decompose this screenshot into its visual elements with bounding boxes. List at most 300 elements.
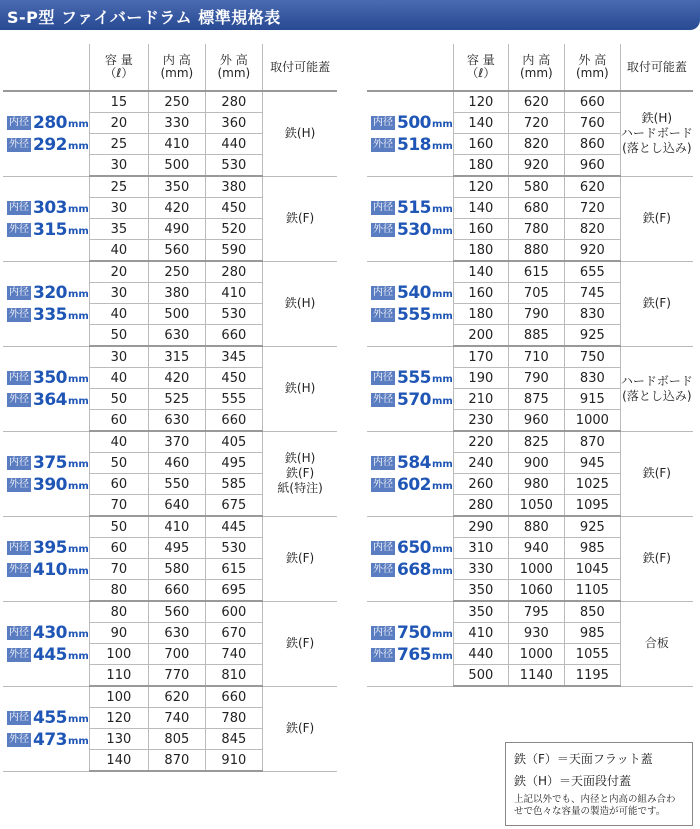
outer-diameter [371,560,453,580]
outer-diameter-value: 668 [397,559,431,580]
capacity-cell: 170 [453,346,508,368]
unit-label: mm [432,651,453,662]
outer-height-cell: 450 [205,368,262,389]
diameter-cell [3,261,89,346]
capacity-cell: 180 [453,304,508,325]
unit-label: mm [432,629,453,640]
outer-diameter [7,730,89,750]
inner-height-cell: 490 [148,219,205,240]
mount-line: (落とし込み) [622,388,692,403]
outer-height-cell: 280 [205,91,262,113]
outer-diameter-badge: 外径 [373,393,393,405]
outer-diameter [371,475,453,495]
capacity-cell: 240 [453,453,508,474]
inner-diameter-badge: 内径 [9,116,29,128]
inner-diameter-value: 584 [397,452,431,473]
unit-label: mm [432,396,453,407]
outer-diameter [371,645,453,665]
capacity-cell: 180 [453,155,508,177]
capacity-cell: 200 [453,325,508,347]
table-row [367,431,693,453]
inner-height-cell: 1000 [508,559,564,580]
outer-diameter-value: 473 [33,729,67,750]
legend-line-f: 鉄（F）＝天面フラット蓋 [514,752,653,766]
diameter-cell [367,176,453,261]
inner-diameter-badge: 内径 [373,541,393,553]
inner-height-cell: 770 [148,665,205,687]
capacity-cell: 25 [89,176,148,198]
unit-label: mm [432,481,453,492]
diameter-cell [3,516,89,601]
table-row [367,346,693,368]
inner-diameter [7,283,89,303]
mount-cell [262,686,337,771]
inner-diameter-badge: 内径 [373,286,393,298]
mount-line: 鉄(F) [642,551,671,565]
capacity-cell: 35 [89,219,148,240]
outer-height-cell: 585 [205,474,262,495]
diameter-cell [367,516,453,601]
inner-height-cell: 700 [148,644,205,665]
inner-diameter [7,453,89,473]
table-row [367,601,693,623]
capacity-cell: 160 [453,219,508,240]
diameter-cell [367,346,453,431]
unit-label: mm [68,374,89,385]
inner-height-cell: 780 [508,219,564,240]
inner-height-header: 内 高 (mm) [148,44,205,91]
mount-line: 鉄(F) [642,211,671,225]
outer-height-cell: 380 [205,176,262,198]
capacity-cell: 440 [453,644,508,665]
unit-label: mm [68,396,89,407]
mount-line: 鉄(F) [285,466,315,480]
mount-cell [620,431,693,516]
capacity-cell: 350 [453,601,508,623]
capacity-cell: 280 [453,495,508,517]
inner-height-cell: 550 [148,474,205,495]
outer-height-header: 外 高 (mm) [564,44,620,91]
outer-height-cell: 1105 [564,580,620,602]
capacity-cell: 140 [89,750,148,772]
inner-height-cell: 930 [508,623,564,644]
inner-diameter-badge: 内径 [373,626,393,638]
inner-height-cell: 740 [148,708,205,729]
inner-height-cell: 380 [148,283,205,304]
outer-height-cell: 410 [205,283,262,304]
outer-diameter [7,560,89,580]
unit-label: mm [432,226,453,237]
outer-diameter [7,135,89,155]
capacity-cell: 60 [89,474,148,495]
inner-height-cell: 1140 [508,665,564,687]
capacity-cell: 100 [89,686,148,708]
inner-height-cell: 620 [508,91,564,113]
capacity-cell: 90 [89,623,148,644]
outer-diameter [7,390,89,410]
diameter-cell [3,431,89,516]
table-row [3,601,337,623]
outer-height-cell: 530 [205,304,262,325]
table-row [3,261,337,283]
mount-cell [262,431,337,516]
capacity-cell: 410 [453,623,508,644]
outer-height-cell: 495 [205,453,262,474]
inner-diameter-value: 540 [397,282,431,303]
outer-height-cell: 960 [564,155,620,177]
outer-diameter-value: 518 [397,134,431,155]
outer-diameter-value: 555 [397,304,431,325]
outer-height-cell: 660 [205,686,262,708]
outer-diameter-badge: 外径 [373,478,393,490]
mount-line: 鉄(F) [642,466,671,480]
inner-diameter-value: 750 [397,622,431,643]
inner-height-cell: 580 [508,176,564,198]
inner-diameter-badge: 内径 [373,456,393,468]
capacity-cell: 30 [89,155,148,177]
unit-label: mm [68,481,89,492]
capacity-cell: 50 [89,453,148,474]
table-row [3,431,337,453]
outer-height-cell: 345 [205,346,262,368]
outer-height-cell: 615 [205,559,262,580]
capacity-cell: 180 [453,240,508,262]
diameter-cell [367,261,453,346]
capacity-header: 容 量 （ℓ） [89,44,148,91]
inner-height-cell: 330 [148,113,205,134]
diameter-cell [3,601,89,686]
unit-label: mm [68,119,89,131]
outer-height-cell: 675 [205,495,262,517]
outer-height-cell: 280 [205,261,262,283]
table-row [3,91,337,113]
inner-height-cell: 710 [508,346,564,368]
outer-height-cell: 1055 [564,644,620,665]
mount-header: 取付可能蓋 [262,44,337,91]
inner-diameter-value: 350 [33,367,67,388]
inner-height-cell: 820 [508,134,564,155]
inner-height-cell: 880 [508,516,564,538]
inner-height-cell: 420 [148,368,205,389]
table-row [3,346,337,368]
capacity-cell: 310 [453,538,508,559]
capacity-cell: 160 [453,283,508,304]
capacity-cell: 40 [89,240,148,262]
capacity-cell: 60 [89,410,148,432]
mount-line: 鉄(F) [642,296,671,310]
outer-height-cell: 845 [205,729,262,750]
outer-diameter-badge: 外径 [9,563,29,575]
outer-diameter-badge: 外径 [373,563,393,575]
inner-diameter [371,368,453,388]
capacity-cell: 100 [89,644,148,665]
outer-height-cell: 1000 [564,410,620,432]
outer-height-cell: 745 [564,283,620,304]
outer-height-cell: 670 [205,623,262,644]
outer-height-cell: 925 [564,325,620,347]
diameter-cell [367,431,453,516]
inner-height-cell: 460 [148,453,205,474]
outer-diameter-value: 530 [397,219,431,240]
capacity-cell: 290 [453,516,508,538]
inner-diameter [7,538,89,558]
outer-height-cell: 850 [564,601,620,623]
mount-line: 鉄(H) [284,381,316,395]
mount-line: 合板 [644,636,669,650]
page-title: S-P型 ファイバードラム 標準規格表 [7,8,281,27]
outer-height-cell: 450 [205,198,262,219]
outer-height-cell: 660 [205,325,262,347]
inner-height-cell: 790 [508,368,564,389]
diameter-cell [3,686,89,771]
inner-height-header: 内 高 (mm) [508,44,564,91]
outer-diameter-badge: 外径 [373,308,393,320]
inner-height-cell: 350 [148,176,205,198]
inner-height-cell: 560 [148,601,205,623]
outer-height-cell: 590 [205,240,262,262]
outer-height-cell: 555 [205,389,262,410]
diameter-cell [367,91,453,176]
capacity-cell: 500 [453,665,508,687]
capacity-cell: 20 [89,261,148,283]
inner-height-cell: 1060 [508,580,564,602]
outer-height-header: 外 高 (mm) [205,44,262,91]
mount-line: 鉄(H) [284,451,316,465]
diameter-cell [3,91,89,176]
outer-height-cell: 1025 [564,474,620,495]
outer-height-cell: 1045 [564,559,620,580]
capacity-cell: 20 [89,113,148,134]
outer-diameter-badge: 外径 [9,223,29,235]
title-bar [0,0,700,30]
capacity-cell: 210 [453,389,508,410]
inner-diameter [371,623,453,643]
outer-diameter-badge: 外径 [373,223,393,235]
unit-label: mm [432,374,453,385]
outer-height-cell: 620 [564,176,620,198]
mount-cell [262,91,337,176]
outer-height-cell: 360 [205,113,262,134]
mount-line: 鉄(F) [285,636,315,650]
inner-height-cell: 880 [508,240,564,262]
mount-line: 鉄(F) [285,721,315,735]
outer-diameter [7,305,89,325]
inner-diameter-badge: 内径 [373,371,393,383]
unit-label: mm [432,566,453,577]
capacity-cell: 260 [453,474,508,495]
outer-height-cell: 910 [205,750,262,772]
inner-height-cell: 1000 [508,644,564,665]
capacity-cell: 30 [89,198,148,219]
inner-diameter-badge: 内径 [9,286,29,298]
table-row [367,516,693,538]
inner-height-cell: 940 [508,538,564,559]
outer-diameter-value: 602 [397,474,431,495]
outer-height-cell: 860 [564,134,620,155]
capacity-cell: 160 [453,134,508,155]
outer-diameter [7,220,89,240]
capacity-cell: 140 [453,198,508,219]
outer-diameter-value: 315 [33,219,67,240]
outer-diameter-badge: 外径 [9,393,29,405]
mount-cell [262,516,337,601]
inner-height-cell: 615 [508,261,564,283]
inner-height-cell: 705 [508,283,564,304]
inner-height-cell: 680 [508,198,564,219]
outer-height-cell: 720 [564,198,620,219]
inner-height-cell: 495 [148,538,205,559]
inner-diameter-value: 500 [397,112,431,133]
inner-height-cell: 410 [148,134,205,155]
unit-label: mm [68,141,89,153]
mount-line: 鉄(H) [641,111,673,126]
outer-diameter-value: 335 [33,304,67,325]
outer-height-cell: 810 [205,665,262,687]
outer-height-cell: 985 [564,623,620,644]
outer-height-cell: 915 [564,389,620,410]
unit-label: mm [68,736,89,747]
inner-diameter-value: 303 [33,197,67,218]
capacity-cell: 120 [89,708,148,729]
mount-line: 鉄(F) [285,211,315,225]
unit-label: mm [68,566,89,577]
table-row [367,261,693,283]
mount-line: 鉄(F) [285,551,315,565]
outer-height-cell: 530 [205,538,262,559]
inner-diameter [7,113,89,133]
inner-height-cell: 1050 [508,495,564,517]
spec-table-right-body [367,91,693,686]
capacity-cell: 40 [89,431,148,453]
outer-diameter-value: 390 [33,474,67,495]
outer-height-cell: 945 [564,453,620,474]
capacity-cell: 70 [89,495,148,517]
mount-cell [620,346,693,431]
outer-diameter-value: 445 [33,644,67,665]
inner-diameter [371,453,453,473]
outer-diameter-value: 364 [33,389,67,410]
unit-label: mm [68,629,89,640]
unit-label: mm [68,714,89,725]
capacity-cell: 50 [89,516,148,538]
capacity-cell: 330 [453,559,508,580]
outer-height-cell: 920 [564,240,620,262]
inner-height-cell: 980 [508,474,564,495]
capacity-cell: 15 [89,91,148,113]
outer-height-cell: 600 [205,601,262,623]
diameter-cell [3,346,89,431]
capacity-cell: 25 [89,134,148,155]
outer-height-cell: 760 [564,113,620,134]
inner-diameter-badge: 内径 [9,541,29,553]
capacity-cell: 220 [453,431,508,453]
outer-height-cell: 925 [564,516,620,538]
inner-height-cell: 315 [148,346,205,368]
outer-height-cell: 740 [205,644,262,665]
inner-height-cell: 420 [148,198,205,219]
outer-height-cell: 520 [205,219,262,240]
inner-height-cell: 560 [148,240,205,262]
inner-diameter-badge: 内径 [9,456,29,468]
diameter-header [367,44,453,91]
inner-diameter [7,368,89,388]
inner-diameter-badge: 内径 [9,626,29,638]
unit-label: mm [432,544,453,555]
inner-diameter-badge: 内径 [9,201,29,213]
inner-height-cell: 370 [148,431,205,453]
outer-diameter-badge: 外径 [9,478,29,490]
unit-label: mm [68,311,89,322]
mount-line: 紙(特注) [277,481,323,495]
outer-height-cell: 780 [205,708,262,729]
outer-diameter [371,135,453,155]
spec-table-right [367,44,693,687]
outer-height-cell: 870 [564,431,620,453]
inner-diameter [7,623,89,643]
diameter-cell [3,176,89,261]
outer-height-cell: 820 [564,219,620,240]
outer-height-cell: 1195 [564,665,620,687]
inner-diameter-value: 320 [33,282,67,303]
capacity-cell: 80 [89,580,148,602]
capacity-cell: 120 [453,176,508,198]
capacity-cell: 70 [89,559,148,580]
inner-diameter [371,113,453,133]
inner-diameter-badge: 内径 [9,711,29,723]
capacity-cell: 50 [89,325,148,347]
outer-height-cell: 405 [205,431,262,453]
unit-label: mm [68,226,89,237]
inner-height-cell: 825 [508,431,564,453]
inner-height-cell: 720 [508,113,564,134]
outer-height-cell: 750 [564,346,620,368]
inner-height-cell: 620 [148,686,205,708]
unit-label: mm [432,119,453,131]
inner-diameter [371,198,453,218]
inner-height-cell: 410 [148,516,205,538]
inner-height-cell: 885 [508,325,564,347]
inner-height-cell: 875 [508,389,564,410]
outer-diameter-badge: 外径 [9,308,29,320]
mount-cell [262,601,337,686]
table-row [367,176,693,198]
capacity-cell: 120 [453,91,508,113]
legend-box [505,742,693,826]
outer-height-cell: 445 [205,516,262,538]
outer-diameter-badge: 外径 [9,733,29,745]
diameter-header [3,44,89,91]
inner-diameter-value: 515 [397,197,431,218]
outer-diameter-badge: 外径 [373,648,393,660]
outer-diameter-badge: 外径 [9,648,29,660]
capacity-cell: 40 [89,368,148,389]
inner-height-cell: 630 [148,410,205,432]
unit-label: mm [68,459,89,470]
mount-cell [620,516,693,601]
inner-height-cell: 500 [148,304,205,325]
inner-height-cell: 640 [148,495,205,517]
mount-line: ハードボード [620,126,693,141]
inner-height-cell: 580 [148,559,205,580]
mount-cell [262,176,337,261]
inner-height-cell: 630 [148,325,205,347]
inner-height-cell: 795 [508,601,564,623]
outer-diameter [371,390,453,410]
inner-height-cell: 870 [148,750,205,772]
mount-cell [262,346,337,431]
inner-diameter-badge: 内径 [9,371,29,383]
outer-height-cell: 830 [564,368,620,389]
